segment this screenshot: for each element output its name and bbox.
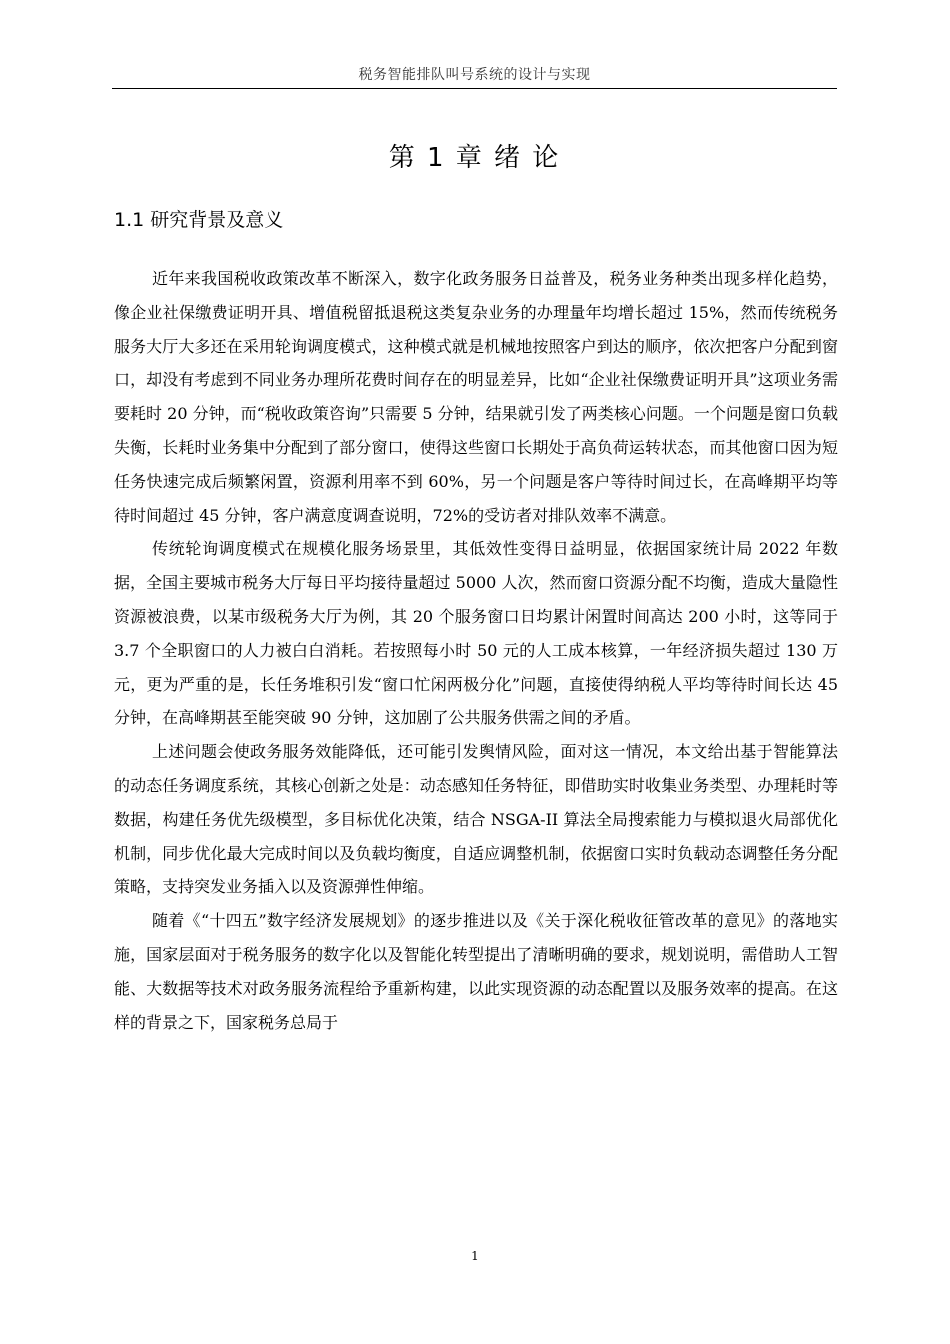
paragraph-1: 近年来我国税收政策改革不断深入，数字化政务服务日益普及，税务业务种类出现多样化趋势，像企业社保缴费证明开具、增值税留抵退税这类复杂业务的办理量年均增长超过 15%，然而传统税务服务大厅大多还在采用轮询调度模式，这种模式就是机械地按照客户到达的顺序，依次把客户分配到窗口，却没有考虑到不同业务办理所花费时间存在的明显差异，比如“企业社保缴费证明开具”这项业务需要耗时 20 分钟，而“税收政策咨询”只需要 5 分钟，结果就引发了两类核心问题。一个问题是窗口负载失衡，长耗时业务集中分配到了部分窗口，使得这些窗口长期处于高负荷运转状态，而其他窗口因为短任务快速完成后频繁闲置，资源利用率不到 60%，另一个问题是客户等待时间过长，在高峰期平均等待时间超过 45 分钟，客户满意度调查说明，72%的受访者对排队效率不满意。 — [114, 269, 838, 525]
paragraph-3: 上述问题会使政务服务效能降低，还可能引发舆情风险，面对这一情况，本文给出基于智能算法的动态任务调度系统，其核心创新之处是：动态感知任务特征，即借助实时收集业务类型、办理耗时等数据，构建任务优先级模型，多目标优化决策，结合 NSGA-II 算法全局搜索能力与模拟退火局部优化机制，同步优化最大完成时间以及负载均衡度，自适应调整机制，依据窗口实时负载动态调整任务分配策略，支持突发业务插入以及资源弹性伸缩。 — [114, 742, 838, 897]
paragraph-2: 传统轮询调度模式在规模化服务场景里，其低效性变得日益明显，依据国家统计局 2022 年数据，全国主要城市税务大厅每日平均接待量超过 5000 人次，然而窗口资源分配不均衡，造成大量隐性资源被浪费，以某市级税务大厅为例，其 20 个服务窗口日均累计闲置时间高达 200 小时，这等同于 3.7 个全职窗口的人力被白白消耗。若按照每小时 50 元的人工成本核算，一年经济损失超过 130 万元，更为严重的是，长任务堆积引发“窗口忙闲两极分化”问题，直接使得纳税人平均等待时间长达 45 分钟，在高峰期甚至能突破 90 分钟，这加剧了公共服务供需之间的矛盾。 — [114, 539, 838, 728]
paragraph-4: 随着《“十四五”数字经济发展规划》的逐步推进以及《关于深化税收征管改革的意见》的落地实施，国家层面对于税务服务的数字化以及智能化转型提出了清晰明确的要求，规划说明，需借助人工智能、大数据等技术对政务服务流程给予重新构建，以此实现资源的动态配置以及服务效率的提高。在这样的背景之下，国家税务总局于 — [114, 911, 838, 1032]
section-heading: 1.1 研究背景及意义 — [114, 209, 284, 231]
running-header: 税务智能排队叫号系统的设计与实现 — [112, 62, 837, 89]
chapter-title: 第 1 章 绪 论 — [388, 143, 561, 173]
page-number: 1 — [471, 1249, 479, 1263]
body-text — [114, 262, 838, 1039]
